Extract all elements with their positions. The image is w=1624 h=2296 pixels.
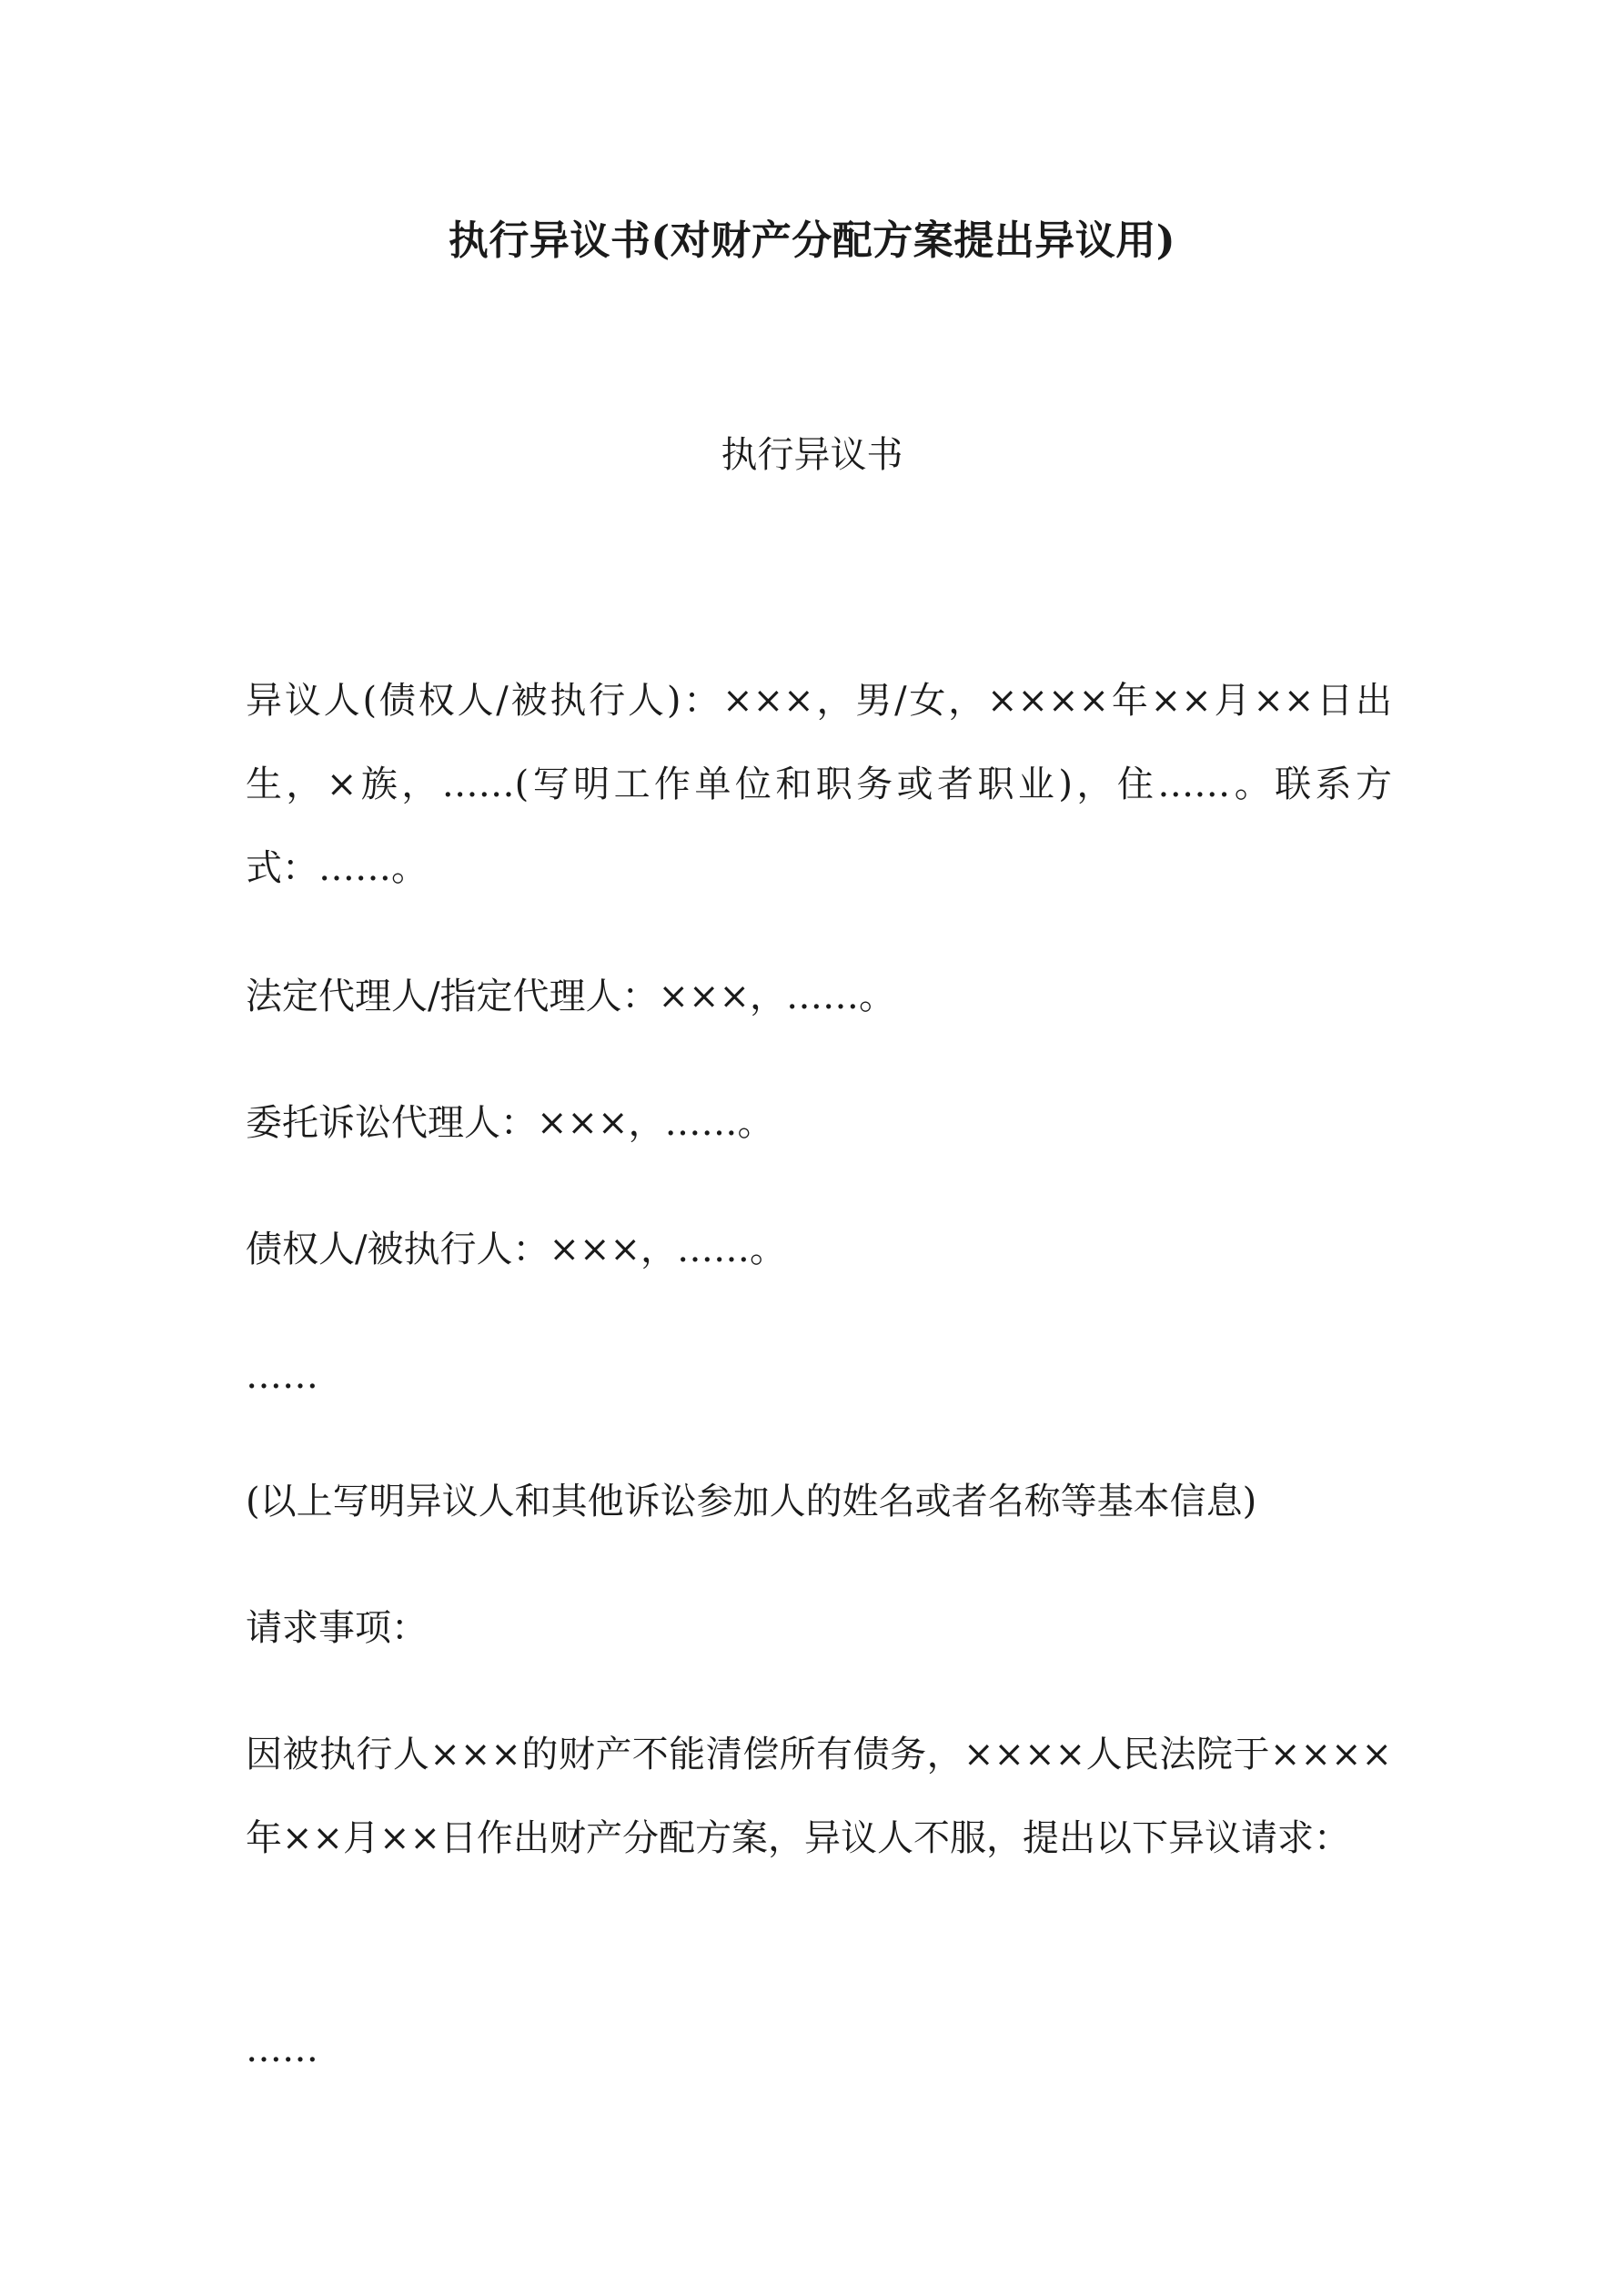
- parties-note-paragraph: (以上写明异议人和其他诉讼参加人的姓名或者名称等基本信息): [246, 1481, 1257, 1522]
- request-body-paragraph: 因被执行人×××的财产不能清偿所有债务，××××人民法院于××××年××月××日作出财产分配方案，异议人不服，提出以下异议请求：: [246, 1734, 1392, 1859]
- document-subtitle: 执行异议书: [721, 434, 903, 476]
- legal-agent-paragraph: 法定代理人/指定代理人：×××，……。: [246, 976, 896, 1017]
- ellipsis-line-2: ……: [246, 2028, 318, 2070]
- document-title: 执行异议书(对财产分配方案提出异议用): [448, 217, 1176, 264]
- ellipsis-line: ……: [246, 1355, 318, 1397]
- entrusted-agent-paragraph: 委托诉讼代理人：×××，……。: [246, 1102, 774, 1144]
- applicant-paragraph: 异议人(债权人/被执行人)：×××，男/女，××××年××月××日出生，×族，……(写明工作单位和职务或者职业)，住……。联系方式：……。: [246, 680, 1392, 889]
- creditor-paragraph: 债权人/被执行人：×××，……。: [246, 1229, 787, 1270]
- request-heading: 请求事项：: [246, 1607, 428, 1649]
